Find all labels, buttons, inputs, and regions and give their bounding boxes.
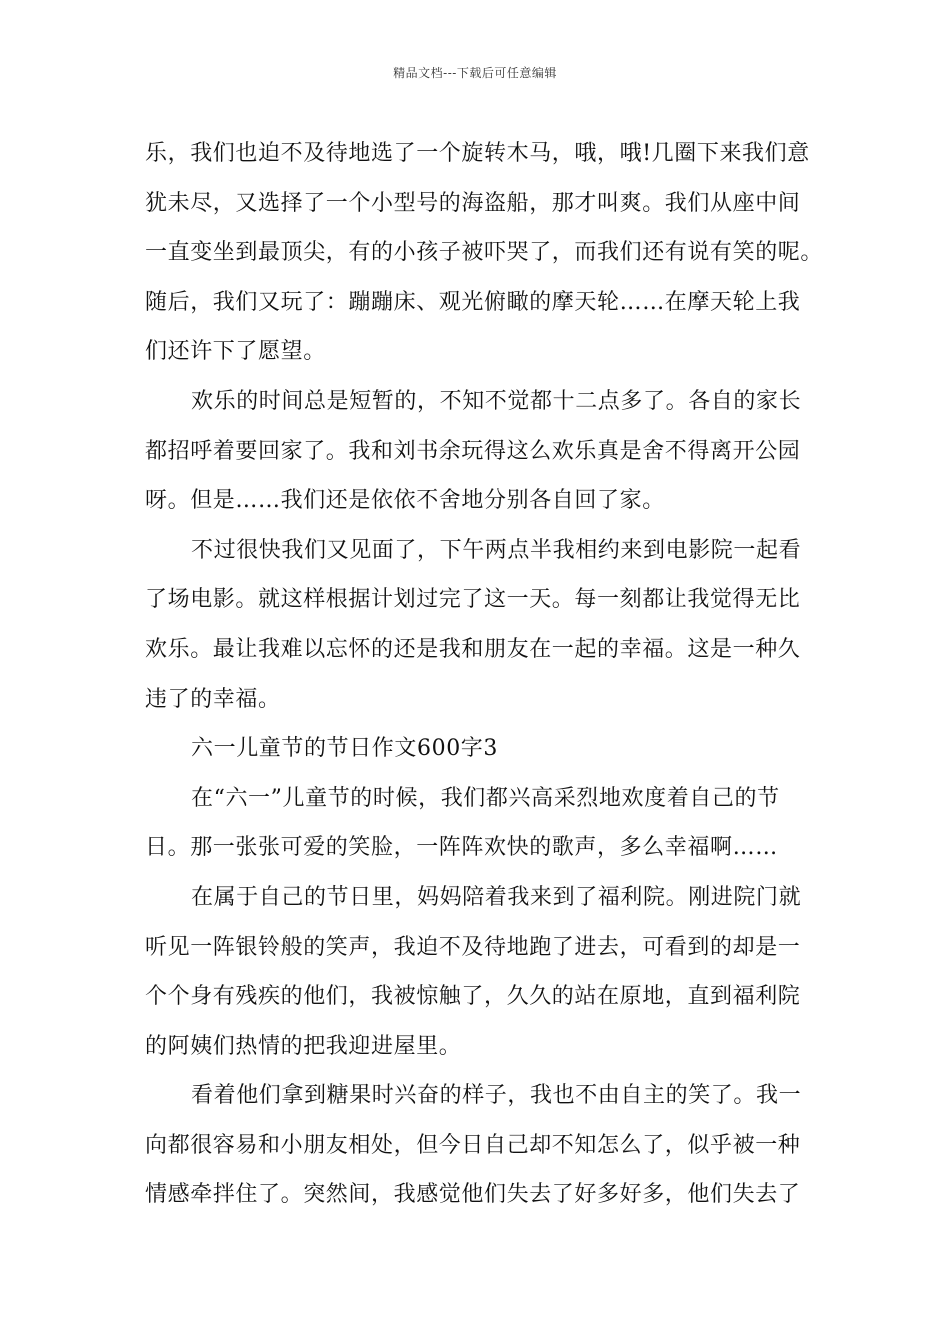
text-line: 都招呼着要回家了。我和刘书余玩得这么欢乐真是舍不得离开公园 — [145, 438, 801, 464]
text-line: 欢乐。最让我难以忘怀的还是我和朋友在一起的幸福。这是一种久 — [145, 636, 801, 662]
text-line: 乐，我们也迫不及待地选了一个旋转木马，哦，哦!几圈下来我们意 — [145, 141, 810, 166]
text-line: 个个身有残疾的他们，我被惊触了，久久的站在原地，直到福利院 — [145, 984, 801, 1010]
text-line: 六一儿童节的节日作文600字3 — [191, 736, 498, 762]
text-line: 听见一阵银铃般的笑声，我迫不及待地跑了进去，可看到的却是一 — [145, 934, 801, 960]
text-line: 向都很容易和小朋友相处，但今日自己却不知怎么了，似乎被一种 — [145, 1132, 801, 1158]
page-header: 精品文档---下载后可任意编辑 — [393, 66, 557, 80]
text-line: 呀。但是……我们还是依依不舍地分别各自回了家。 — [145, 488, 665, 514]
text-line: 欢乐的时间总是短暂的，不知不觉都十二点多了。各自的家长 — [191, 388, 802, 414]
text-line: 一直变坐到最顶尖，有的小孩子被吓哭了，而我们还有说有笑的呢。 — [145, 240, 824, 266]
text-line: 违了的幸福。 — [145, 686, 281, 712]
text-line: 在属于自己的节日里，妈妈陪着我来到了福利院。刚进院门就 — [191, 884, 802, 910]
document-body — [145, 129, 824, 1220]
text-line: 的阿姨们热情的把我迎进屋里。 — [145, 1033, 462, 1059]
text-line: 不过很快我们又见面了，下午两点半我相约来到电影院一起看 — [191, 537, 802, 563]
text-line: 情感牵拌住了。突然间，我感觉他们失去了好多好多，他们失去了 — [145, 1182, 801, 1208]
text-line: 日。那一张张可爱的笑脸，一阵阵欢快的歌声，多么幸福啊…… — [145, 835, 778, 861]
text-line: 在“六一”儿童节的时候，我们都兴高采烈地欢度着自己的节 — [191, 785, 780, 811]
text-line: 犹未尽，又选择了一个小型号的海盗船，那才叫爽。我们从座中间 — [145, 190, 801, 216]
text-line: 随后，我们又玩了：蹦蹦床、观光俯瞰的摩天轮……在摩天轮上我 — [145, 289, 801, 315]
text-line: 们还许下了愿望。 — [145, 339, 326, 365]
text-line: 看着他们拿到糖果时兴奋的样子，我也不由自主的笑了。我一 — [191, 1083, 802, 1109]
text-line: 了场电影。就这样根据计划过完了这一天。每一刻都让我觉得无比 — [145, 587, 801, 613]
